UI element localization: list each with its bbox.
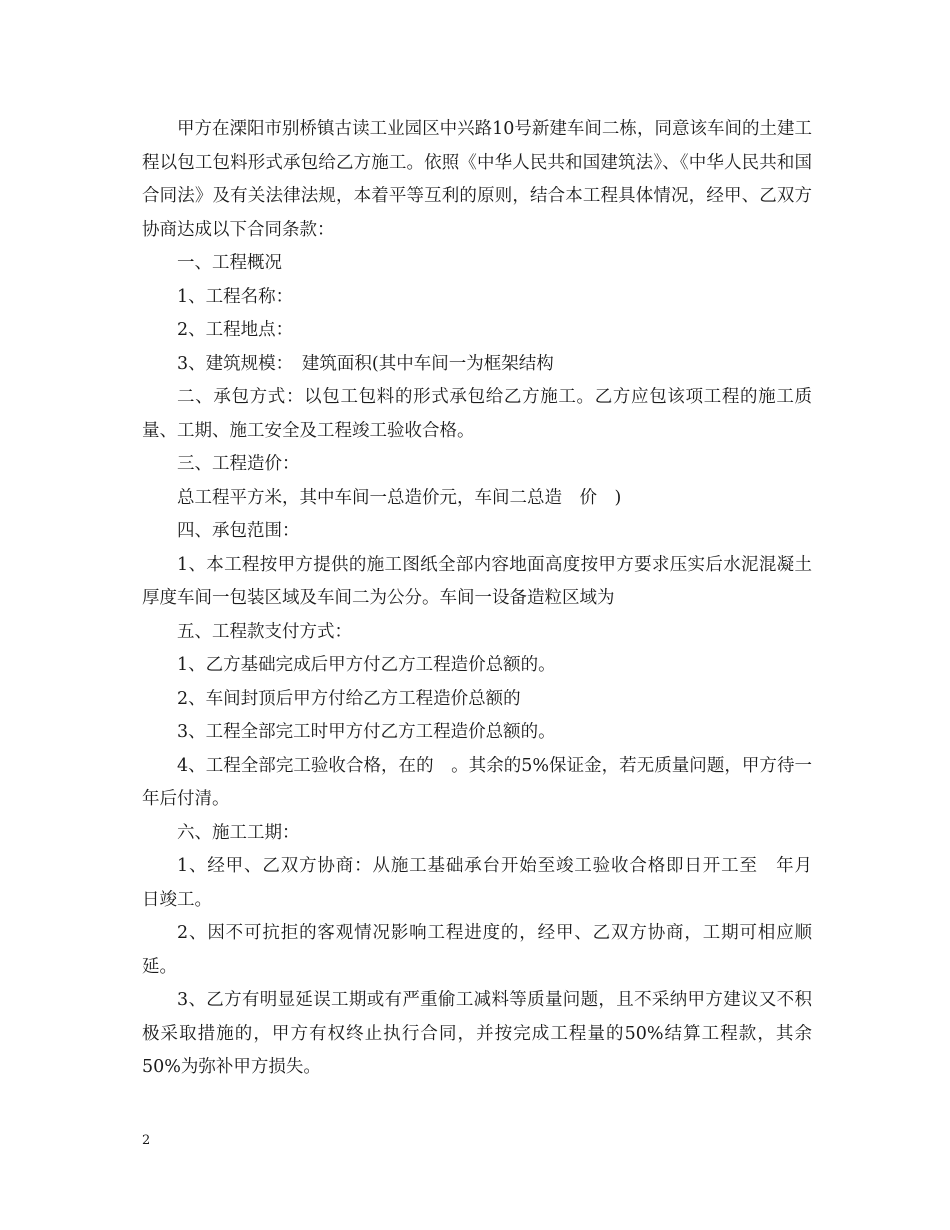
item-building-scale: 3、建筑规模： 建筑面积(其中车间一为框架结构 bbox=[177, 353, 554, 374]
heading-contract-scope: 四、承包范围： bbox=[177, 521, 300, 541]
paragraph-intro: 甲方在溧阳市别桥镇古读工业园区中兴路10号新建车间二栋，同意该车间的土建工程以包工包料形式承包给乙方施工。依照《中华人民共和国建筑法》、《中华人民共和国合同法》及有关法律法规，本着平等互利的原则，结合本工程具体情况，经甲、乙双方协商达成以下合同条款： bbox=[142, 119, 812, 240]
page-number: 2 bbox=[142, 1133, 151, 1148]
item-total-cost: 总工程平方米，其中车间一总造价元，车间二总造 价 ) bbox=[177, 487, 622, 508]
item-payment-2: 2、车间封顶后甲方付给乙方工程造价总额的 bbox=[177, 688, 521, 709]
item-payment-4: 4、工程全部完工验收合格，在的 。其余的5%保证金，若无质量问题，甲方待一年后付清。 bbox=[142, 755, 812, 809]
item-payment-1: 1、乙方基础完成后甲方付乙方工程造价总额的。 bbox=[177, 655, 556, 675]
item-payment-3: 3、工程全部完工时甲方付乙方工程造价总额的。 bbox=[177, 722, 556, 742]
heading-construction-period: 六、施工工期： bbox=[177, 822, 300, 843]
item-project-location: 2、工程地点： bbox=[177, 320, 294, 340]
item-period-2: 2、因不可抗拒的客观情况影响工程进度的，经甲、乙双方协商，工期可相应顺延。 bbox=[142, 923, 812, 977]
heading-payment-method: 五、工程款支付方式： bbox=[177, 621, 352, 642]
item-scope-1: 1、本工程按甲方提供的施工图纸全部内容地面高度按甲方要求压实后水泥混凝土厚度车间一包装区域及车间二为公分。车间一设备造粒区域为 bbox=[142, 554, 812, 608]
section-contract-method: 二、承包方式：以包工包料的形式承包给乙方施工。乙方应包该项工程的施工质量、工期、施工安全及工程竣工验收合格。 bbox=[142, 387, 812, 441]
heading-project-cost: 三、工程造价： bbox=[177, 454, 300, 474]
document-body bbox=[142, 113, 830, 1085]
item-project-name: 1、工程名称： bbox=[177, 286, 294, 307]
item-period-1: 1、经甲、乙双方协商：从施工基础承台开始至竣工验收合格即日开工至 年月 日竣工。 bbox=[142, 856, 830, 910]
heading-project-overview: 一、工程概况 bbox=[177, 253, 282, 273]
item-period-3: 3、乙方有明显延误工期或有严重偷工减料等质量问题，且不采纳甲方建议又不积极采取措施的，甲方有权终止执行合同，并按完成工程量的50%结算工程款，其余50%为弥补甲方损失。 bbox=[142, 990, 812, 1077]
